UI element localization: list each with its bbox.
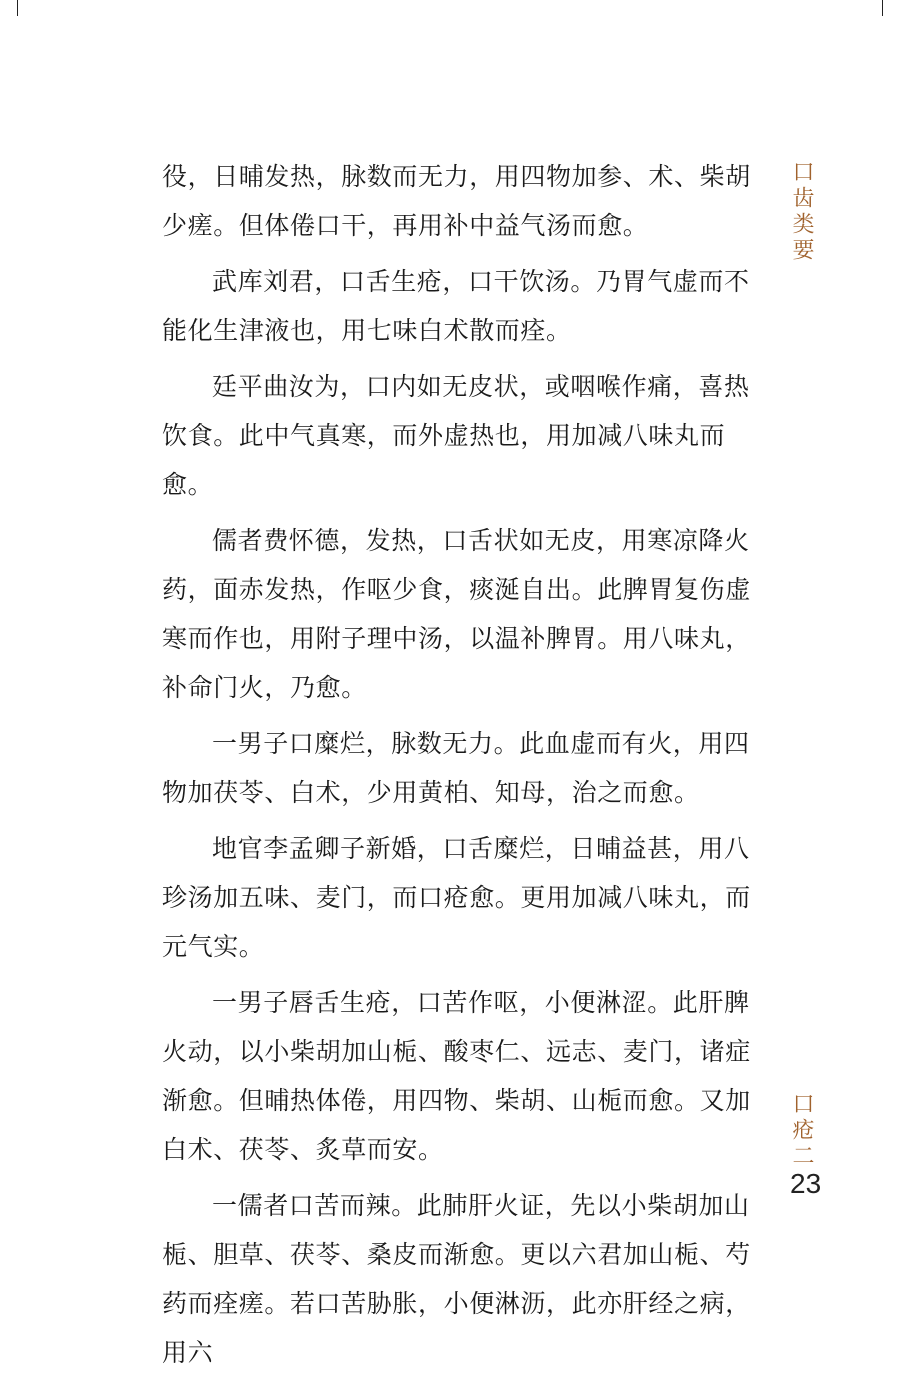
crop-mark-left xyxy=(17,0,18,16)
running-head-section-title: 口疮二 xyxy=(789,1092,814,1170)
paragraph-6: 地官李孟卿子新婚，口舌糜烂，日晡益甚，用八珍汤加五味、麦门，而口疮愈。更用加减八味丸，而元气实。 xyxy=(162,834,751,961)
page-number: 23 xyxy=(790,1168,822,1199)
running-head-book-title: 口齿类要 xyxy=(789,160,814,264)
paragraph-4: 儒者费怀德，发热，口舌状如无皮，用寒凉降火药，面赤发热，作呕少食，痰涎自出。此脾胃复伤虚寒而作也，用附子理中汤，以温补脾胃。用八味丸，补命门火，乃愈。 xyxy=(162,526,751,702)
paragraph-3: 廷平曲汝为，口内如无皮状，或咽喉作痛，喜热饮食。此中气真寒，而外虚热也，用加减八味丸而愈。 xyxy=(162,372,750,499)
paragraph-5: 一男子口糜烂，脉数无力。此血虚而有火，用四物加茯苓、白术，少用黄柏、知母，治之而愈。 xyxy=(162,729,750,807)
crop-mark-right xyxy=(882,0,883,16)
body-text xyxy=(162,152,762,1384)
paragraph-2: 武库刘君，口舌生疮，口干饮汤。乃胃气虚而不能化生津液也，用七味白术散而痊。 xyxy=(162,267,750,345)
paragraph-8: 一儒者口苦而辣。此肺肝火证，先以小柴胡加山栀、胆草、茯苓、桑皮而渐愈。更以六君加山栀、芍药而痊瘥。若口苦胁胀，小便淋沥，此亦肝经之病，用六 xyxy=(162,1191,751,1367)
paragraph-1: 役，日晡发热，脉数而无力，用四物加参、术、柴胡少瘥。但体倦口干，再用补中益气汤而愈。 xyxy=(162,162,751,240)
paragraph-7: 一男子唇舌生疮，口苦作呕，小便淋涩。此肝脾火动，以小柴胡加山栀、酸枣仁、远志、麦门，诸症渐愈。但晡热体倦，用四物、柴胡、山栀而愈。又加白术、茯苓、炙草而安。 xyxy=(162,988,751,1164)
